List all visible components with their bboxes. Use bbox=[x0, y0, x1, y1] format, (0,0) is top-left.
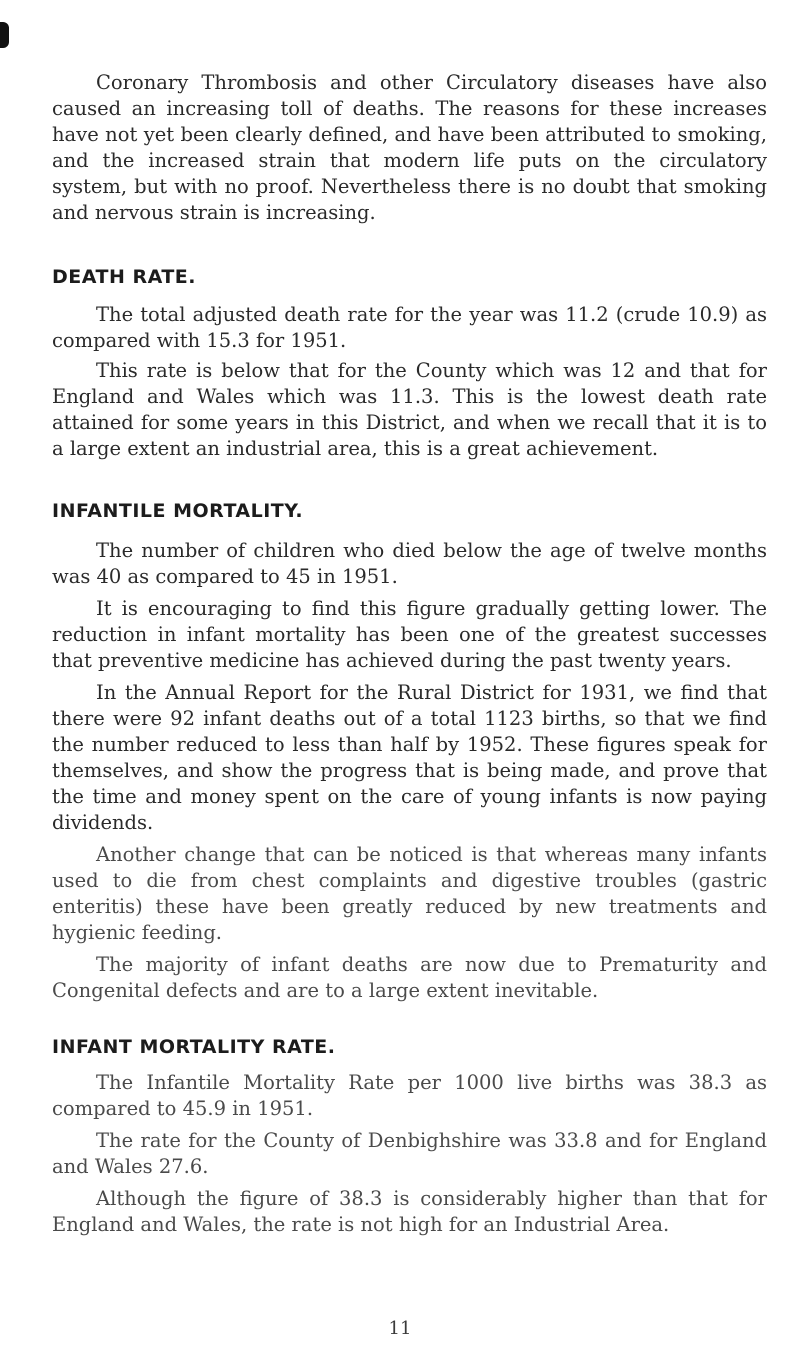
death-rate-section bbox=[52, 302, 767, 462]
infant-mortality-rate-paragraph-3: Although the figure of 38.3 is considerably higher than that for England and Wales, the rate is not high for an Industrial Area. bbox=[52, 1187, 767, 1236]
infantile-mortality-paragraph-3: In the Annual Report for the Rural District for 1931, we find that there were 92 infant deaths out of a total 1123 births, so that we find the number reduced to less than half by 1952. These figures speak for themselves, and show the progress that is being made, and prove that the time and money spent on the care of young infants is now paying dividends. bbox=[52, 681, 767, 834]
infantile-mortality-paragraph-2: It is encouraging to find this figure gradually getting lower. The reduction in infant mortality has been one of the greatest successes that preventive medicine has achieved during the past twenty years. bbox=[52, 597, 767, 672]
page-edge-mark bbox=[0, 22, 9, 48]
report-page bbox=[52, 70, 767, 1244]
infantile-mortality-section bbox=[52, 538, 767, 1004]
infantile-mortality-paragraph-4: Another change that can be noticed is that whereas many infants used to die from chest complaints and digestive troubles (gastric enteritis) these have been greatly reduced by new treatments and hygienic feeding. bbox=[52, 843, 767, 944]
intro-section bbox=[52, 70, 767, 226]
death-rate-paragraph-2: This rate is below that for the County which was 12 and that for England and Wales which was 11.3. This is the lowest death rate attained for some years in this District, and when we recall that it is to a large extent an industrial area, this is a great achievement. bbox=[52, 359, 767, 460]
infantile-mortality-paragraph-1: The number of children who died below the age of twelve months was 40 as compared to 45 in 1951. bbox=[52, 539, 767, 588]
death-rate-paragraph-1: The total adjusted death rate for the year was 11.2 (crude 10.9) as compared with 15.3 for 1951. bbox=[52, 303, 767, 352]
death-rate-heading: DEATH RATE. bbox=[52, 266, 196, 288]
infant-mortality-rate-paragraph-2: The rate for the County of Denbighshire was 33.8 and for England and Wales 27.6. bbox=[52, 1129, 767, 1178]
infant-mortality-rate-section bbox=[52, 1070, 767, 1238]
infant-mortality-rate-paragraph-1: The Infantile Mortality Rate per 1000 live births was 38.3 as compared to 45.9 in 1951. bbox=[52, 1071, 767, 1120]
infantile-mortality-heading: INFANTILE MORTALITY. bbox=[52, 500, 304, 522]
infant-mortality-rate-heading: INFANT MORTALITY RATE. bbox=[52, 1036, 336, 1058]
infantile-mortality-paragraph-5: The majority of infant deaths are now due to Prematurity and Congenital defects and are to a large extent inevitable. bbox=[52, 953, 767, 1002]
intro-paragraph: Coronary Thrombosis and other Circulatory diseases have also caused an increasing toll of deaths. The reasons for these increases have not yet been clearly defined, and have been attributed to smoking, and the increased strain that modern life puts on the circulatory system, but with no proof. Nevertheless there is no doubt that smoking and nervous strain is increasing. bbox=[52, 71, 767, 224]
page-number: 11 bbox=[388, 1318, 412, 1339]
